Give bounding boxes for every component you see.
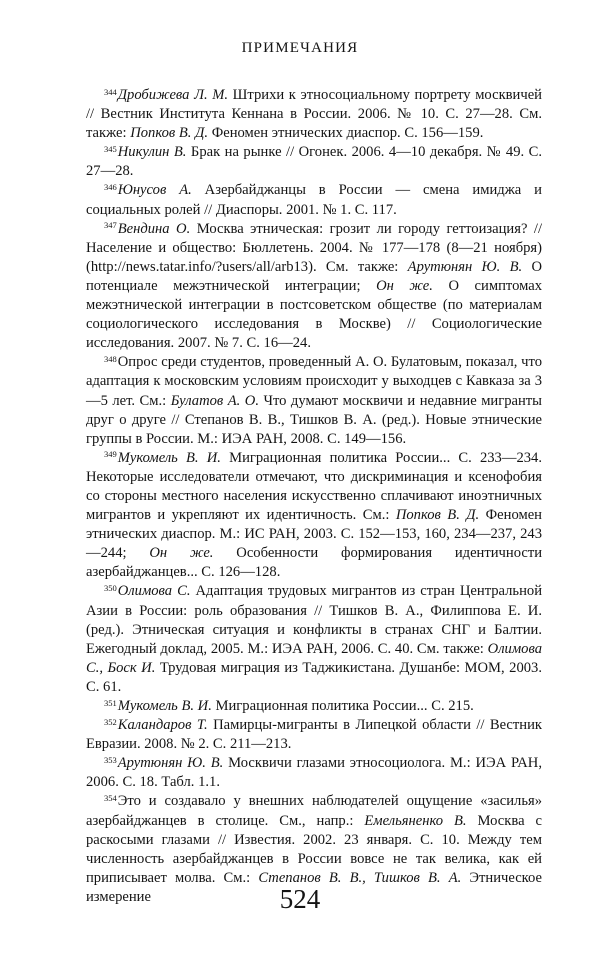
endnotes [86, 86, 542, 907]
endnote-347 [86, 220, 542, 354]
endnote-352 [86, 716, 542, 754]
author-name: Попков В. Д. [395, 507, 480, 524]
author-name: Мукомель В. И. [117, 698, 212, 714]
author-name: Олимова С. [117, 583, 191, 600]
note-text: Феномен этнических диаспор. С. 156—159. [208, 125, 484, 142]
author-name: Он же. [149, 545, 214, 562]
endnote-number: 352 [104, 716, 117, 727]
note-text: Особенности формирования идентичности азербайджанцев... С. 126—128. [86, 545, 543, 581]
endnote-number: 345 [104, 143, 117, 154]
author-name: Мукомель В. И. [117, 449, 221, 466]
endnote-348 [86, 353, 542, 448]
note-text: Азербайджанцы в России — смена имиджа и социальных ролей // Диаспоры. 2001. № 1. С. 117. [86, 182, 542, 218]
note-text: Москва с раскосыми глазами // Известия. 2002. 23 января. С. 10. Между тем численность азербайджанцев в России вовсе не так велика, как ей приписывает молва. См.: [86, 812, 542, 886]
note-text: Памирцы-мигранты в Липецкой области // Вестник Евразии. 2008. № 2. С. 211—213. [86, 717, 542, 753]
author-name: Никулин В. [117, 144, 187, 161]
endnote-number: 346 [104, 181, 117, 192]
note-text: Что думают москвичи и недавние мигранты друг о друге // Степанов В. В., Тишков В. А. (ред.). Новые этнические группы в России. М.: ИЭА РАН, 2008. С. 149—156. [86, 392, 542, 447]
note-text: О потенциале межэтнической интеграции; [86, 258, 542, 294]
endnote-353 [86, 754, 542, 792]
note-text: Штрихи к этносоциальному портрету москвичей // Вестник Института Кеннана в России. 2006. № 10. С. 27—28. См. также: [86, 87, 542, 142]
author-name: Булатов А. О. [170, 392, 259, 409]
author-name: Арутюнян Ю. В. [117, 755, 224, 772]
endnote-349 [86, 449, 542, 583]
author-name: Емельяненко В. [364, 812, 467, 829]
note-text: Миграционная политика России... С. 215. [211, 698, 474, 714]
author-name: Он же. [376, 277, 433, 294]
author-name: Олимова С., Боск И. [86, 640, 542, 676]
note-text: Трудовая миграция из Таджикистана. Душанбе: МОМ, 2003. С. 61. [86, 659, 542, 695]
endnote-345 [86, 143, 542, 181]
endnote-number: 344 [104, 86, 117, 97]
running-header: ПРИМЕЧАНИЯ [241, 40, 359, 56]
note-text: О симптомах межэтнической интеграции в постсоветском обществе (по материалам социологического исследования в Москве) // Социологические исследования. 2007. № 7. С. 16—24. [86, 277, 543, 352]
note-text: Это и создавало у внешних наблюдателей ощущение «засилья» азербайджанцев в столице. См., напр.: [86, 793, 542, 829]
author-name: Попков В. Д. [130, 125, 209, 142]
author-name: Юнусов А. [117, 182, 192, 199]
note-text: Опрос среди студентов, проведенный А. О. Булатовым, показал, что адаптация к московским условиям происходит у выходцев с Кавказа за 3—5 лет. См.: [86, 354, 542, 409]
page-number: 524 [279, 884, 321, 914]
endnote-346 [86, 181, 542, 219]
endnote-number: 350 [104, 582, 117, 593]
note-text: Москвичи глазами этносоциолога. М.: ИЭА РАН, 2006. С. 18. Табл. 1.1. [86, 755, 542, 791]
author-name: Вендина О. [117, 220, 191, 237]
note-text: Этническое измерение [86, 869, 542, 905]
endnote-number: 353 [104, 754, 117, 765]
note-text: Миграционная политика России... С. 233—234. Некоторые исследователи отмечают, что дискриминация и ксенофобия со стороны местного населения искусственно сплачивают иноэтничных мигрантов и укрепляют их идентичность. См.: [86, 449, 542, 524]
endnote-number: 348 [104, 353, 117, 364]
author-name: Каландаров Т. [117, 717, 208, 734]
endnote-number: 349 [104, 449, 117, 460]
author-name: Дробижева Л. М. [117, 87, 229, 103]
endnote-number: 351 [104, 697, 117, 708]
note-text: Адаптация трудовых мигрантов из стран Центральной Азии в России: роль образования // Тишков В. А., Филиппова Е. И. (ред.). Этническая ситуация и конфликты в странах СНГ и Балтии. Ежегодный доклад, 2005. М.: ИЭА РАН, 2006. С. 40. См. также: [86, 583, 543, 657]
note-text: Москва этническая: грозит ли городу геттоизация? // Население и общество: Бюллетень. 2004. № 177—178 (8—21 ноября) (http://news.tatar.info/?users/all/arb13). См. также: [86, 220, 542, 275]
author-name: Степанов В. В., Тишков В. А. [258, 869, 462, 886]
endnote-350 [86, 582, 542, 697]
endnote-351 [86, 697, 542, 716]
note-text: Брак на рынке // Огонек. 2006. 4—10 декабря. № 49. С. 27—28. [86, 144, 543, 180]
note-text: Феномен этнических диаспор. М.: ИС РАН, 2003. С. 152—153, 160, 234—237, 243—244; [86, 507, 542, 562]
endnote-344 [86, 86, 542, 143]
author-name: Арутюнян Ю. В. [407, 258, 523, 275]
endnote-number: 354 [104, 792, 117, 803]
endnote-number: 347 [104, 220, 117, 231]
